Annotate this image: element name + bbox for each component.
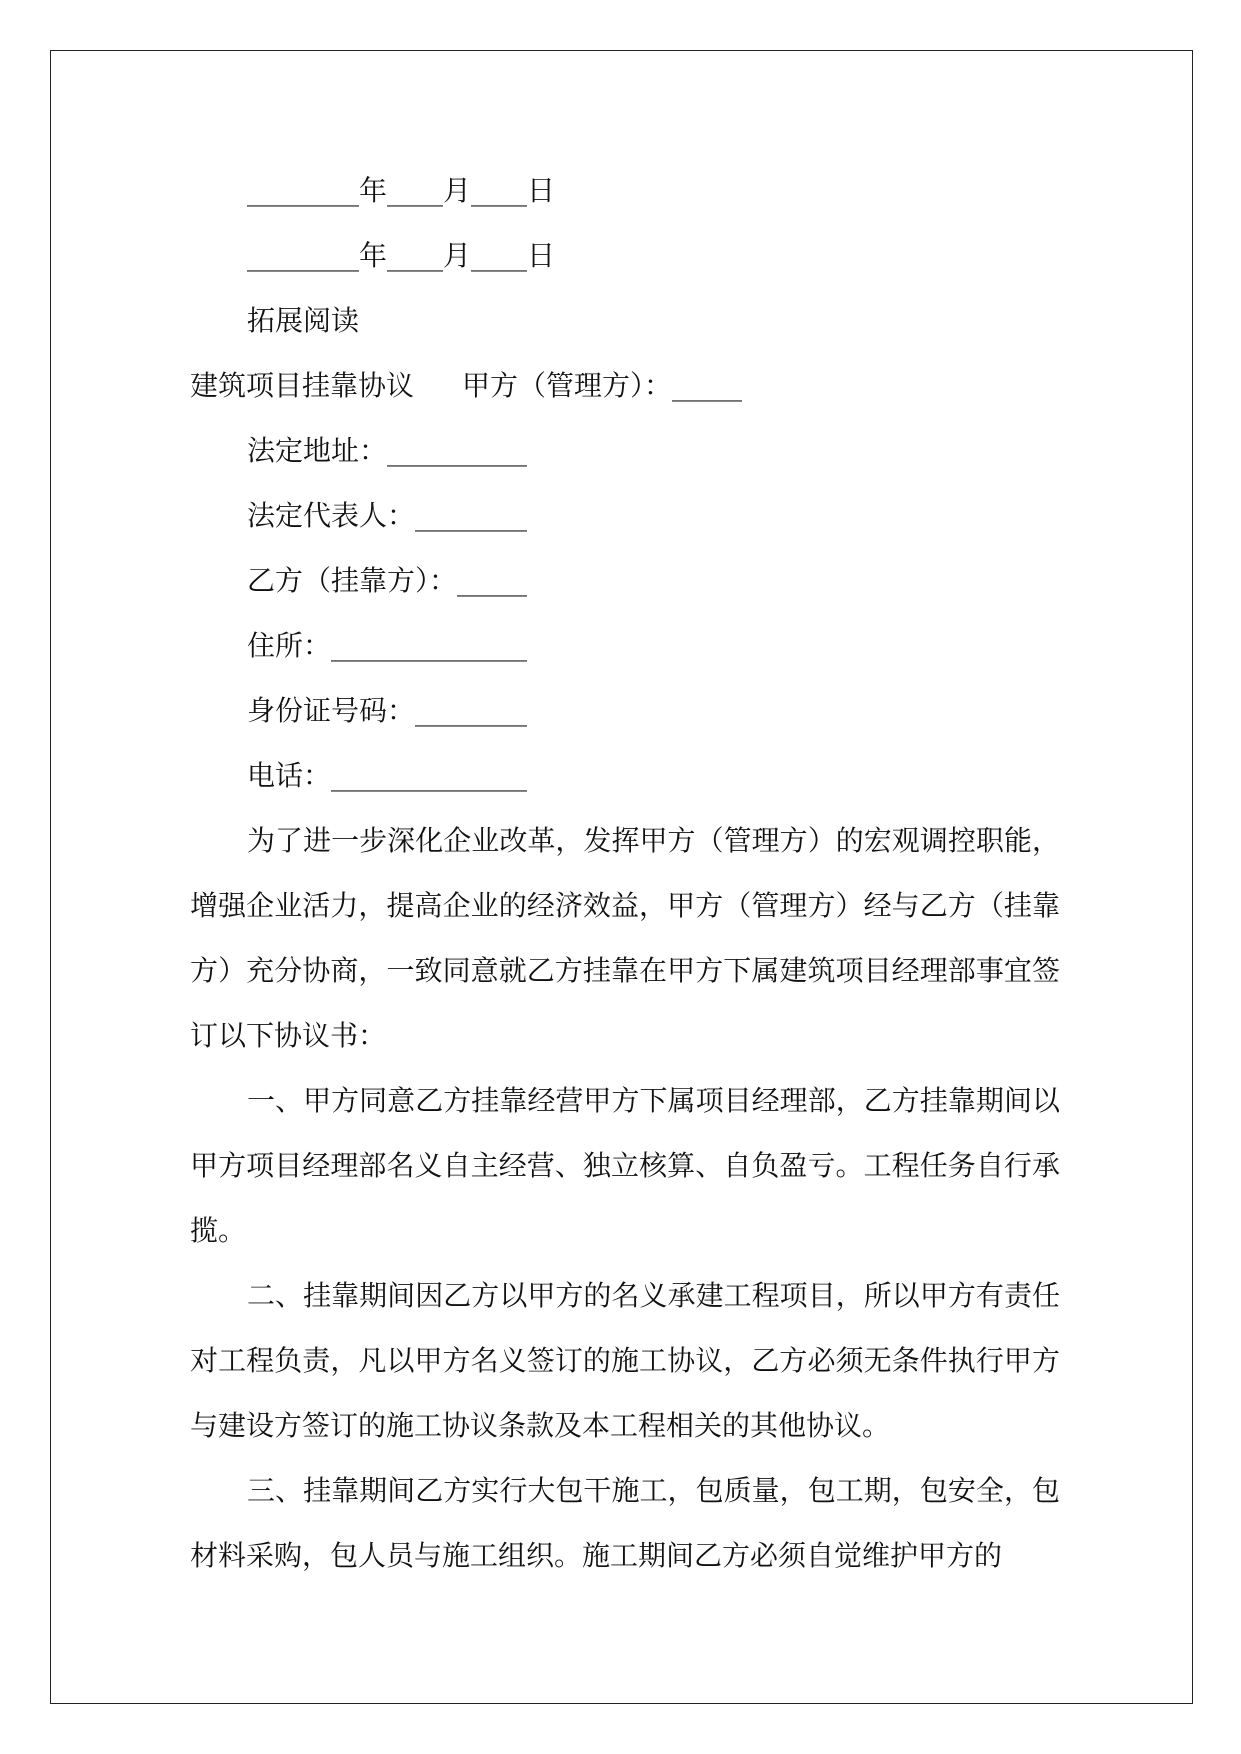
date-line: ________年____月____日 xyxy=(247,239,556,272)
agreement-title: 建筑项目挂靠协议 xyxy=(190,369,415,402)
legal-address-field: 法定地址：__________ xyxy=(247,434,528,467)
agreement-title-line xyxy=(190,353,1060,418)
phone-field: 电话：______________ xyxy=(247,759,528,792)
extended-reading-heading: 拓展阅读 xyxy=(247,304,360,337)
clause-2-paragraph: 二、挂靠期间因乙方以甲方的名义承建工程项目，所以甲方有责任对工程负责，凡以甲方名义签订的施工协议，乙方必须无条件执行甲方与建设方签订的施工协议条款及本工程相关的其他协议。 xyxy=(190,1279,1060,1442)
date-line: ________年____月____日 xyxy=(247,174,556,207)
clause-3-paragraph: 三、挂靠期间乙方实行大包干施工，包质量，包工期，包安全，包材料采购，包人员与施工组织。施工期间乙方必须自觉维护甲方的 xyxy=(190,1474,1060,1572)
legal-representative-field: 法定代表人：________ xyxy=(247,499,528,532)
id-number-field: 身份证号码：________ xyxy=(247,694,528,727)
clause-1-paragraph: 一、甲方同意乙方挂靠经营甲方下属项目经理部，乙方挂靠期间以甲方项目经理部名义自主经营、独立核算、自负盈亏。工程任务自行承揽。 xyxy=(190,1084,1060,1247)
party-a-field: 甲方（管理方）：_____ xyxy=(462,369,743,402)
party-b-field: 乙方（挂靠方）：_____ xyxy=(247,564,528,597)
residence-field: 住所：______________ xyxy=(247,629,528,662)
preamble-paragraph: 为了进一步深化企业改革，发挥甲方（管理方）的宏观调控职能，增强企业活力，提高企业的经济效益，甲方（管理方）经与乙方（挂靠方）充分协商，一致同意就乙方挂靠在甲方下属建筑项目经理部事宜签订以下协议书： xyxy=(190,824,1060,1052)
document-body xyxy=(190,158,1060,1588)
